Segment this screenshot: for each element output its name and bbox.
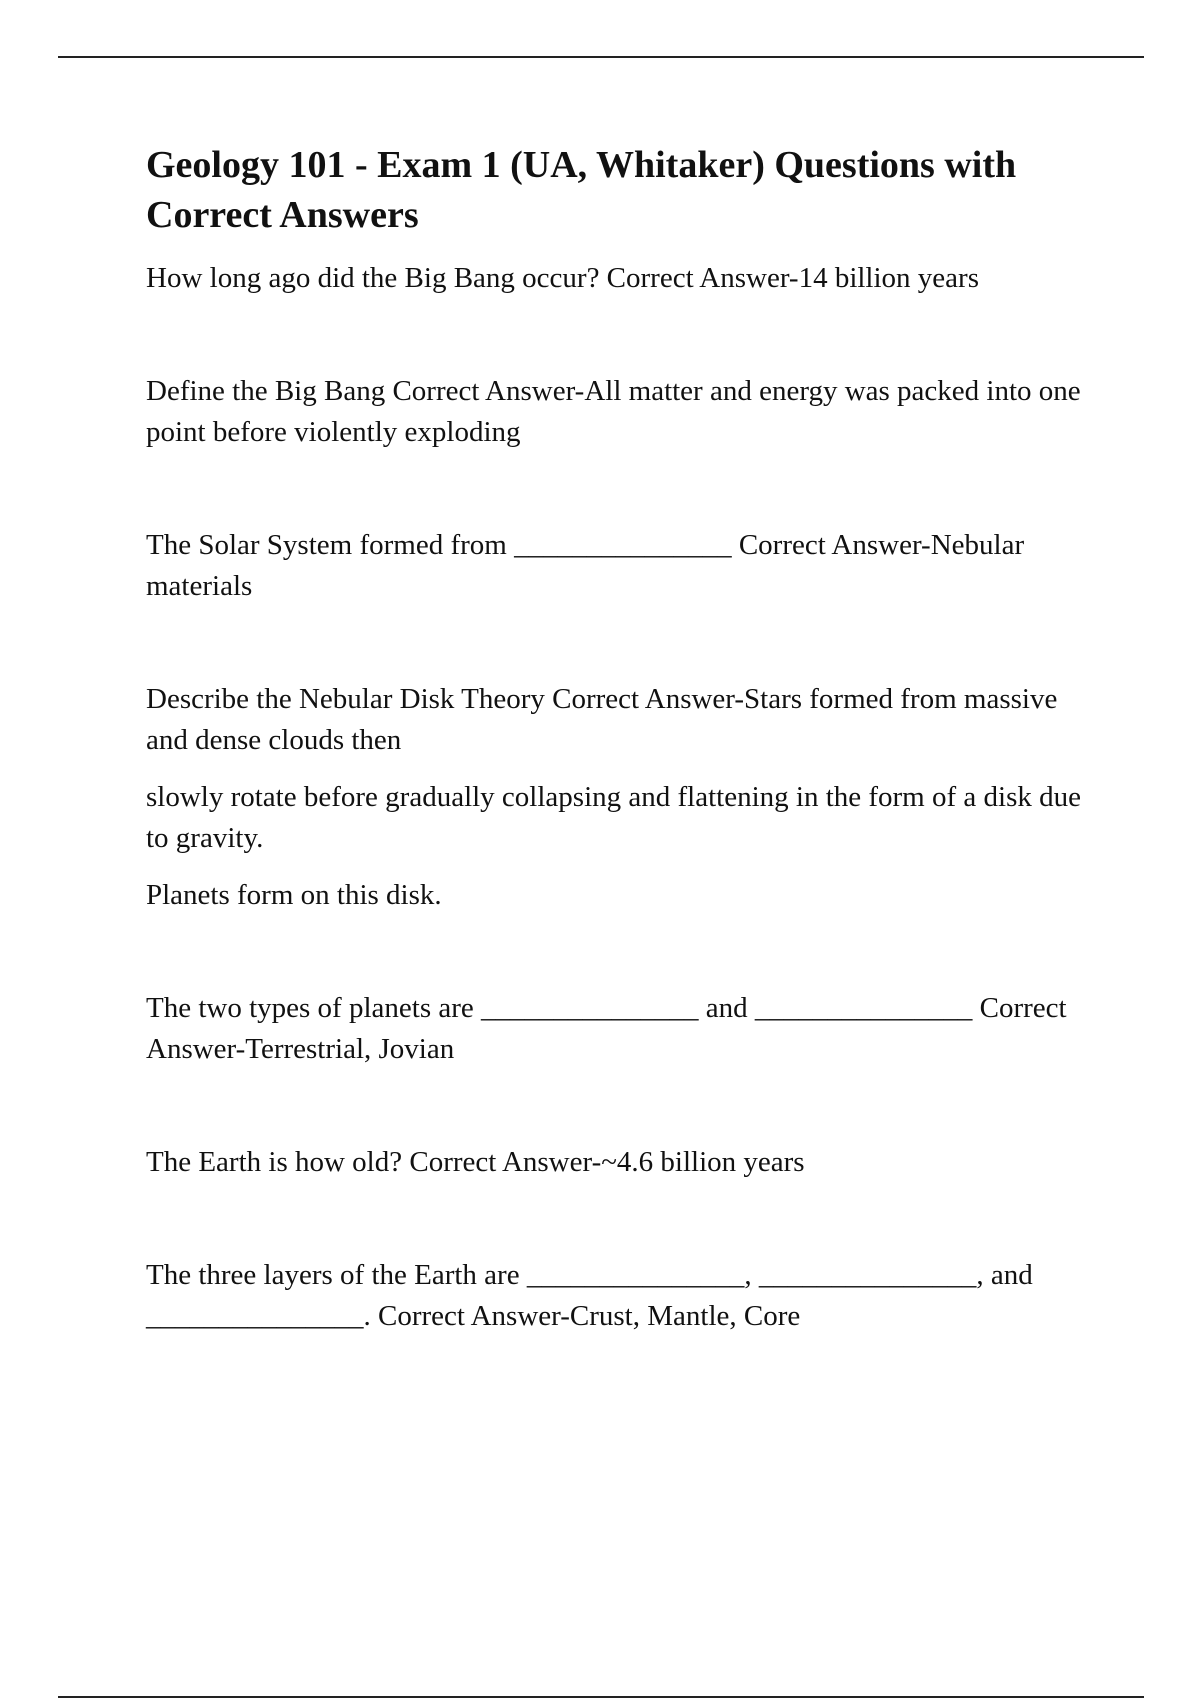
qa-item-nebular-disk-continued: slowly rotate before gradually collapsing and flattening in the form of a disk due to gravity. bbox=[146, 781, 1081, 854]
qa-item-planet-types: The two types of planets are _______________ and _______________ Correct Answer-Terrestrial, Jovian bbox=[146, 992, 1067, 1065]
qa-item-big-bang-definition: Define the Big Bang Correct Answer-All matter and energy was packed into one point before violently exploding bbox=[146, 375, 1081, 448]
document-body bbox=[146, 140, 1086, 1337]
qa-item-nebular-disk: Describe the Nebular Disk Theory Correct Answer-Stars formed from massive and dense clouds then bbox=[146, 683, 1058, 756]
qa-item-nebular-disk-planets: Planets form on this disk. bbox=[146, 879, 442, 911]
bottom-rule bbox=[58, 1696, 1144, 1698]
qa-item-earth-age: The Earth is how old? Correct Answer-~4.6 billion years bbox=[146, 1146, 805, 1178]
qa-item-big-bang-age: How long ago did the Big Bang occur? Correct Answer-14 billion years bbox=[146, 262, 979, 294]
qa-item-earth-layers: The three layers of the Earth are _______________, _______________, and _______________. Correct Answer-Crust, Mantle, Core bbox=[146, 1259, 1033, 1332]
top-rule bbox=[58, 56, 1144, 58]
qa-item-solar-system: The Solar System formed from _______________ Correct Answer-Nebular materials bbox=[146, 529, 1025, 602]
document-title: Geology 101 - Exam 1 (UA, Whitaker) Questions with Correct Answers bbox=[146, 144, 1017, 236]
